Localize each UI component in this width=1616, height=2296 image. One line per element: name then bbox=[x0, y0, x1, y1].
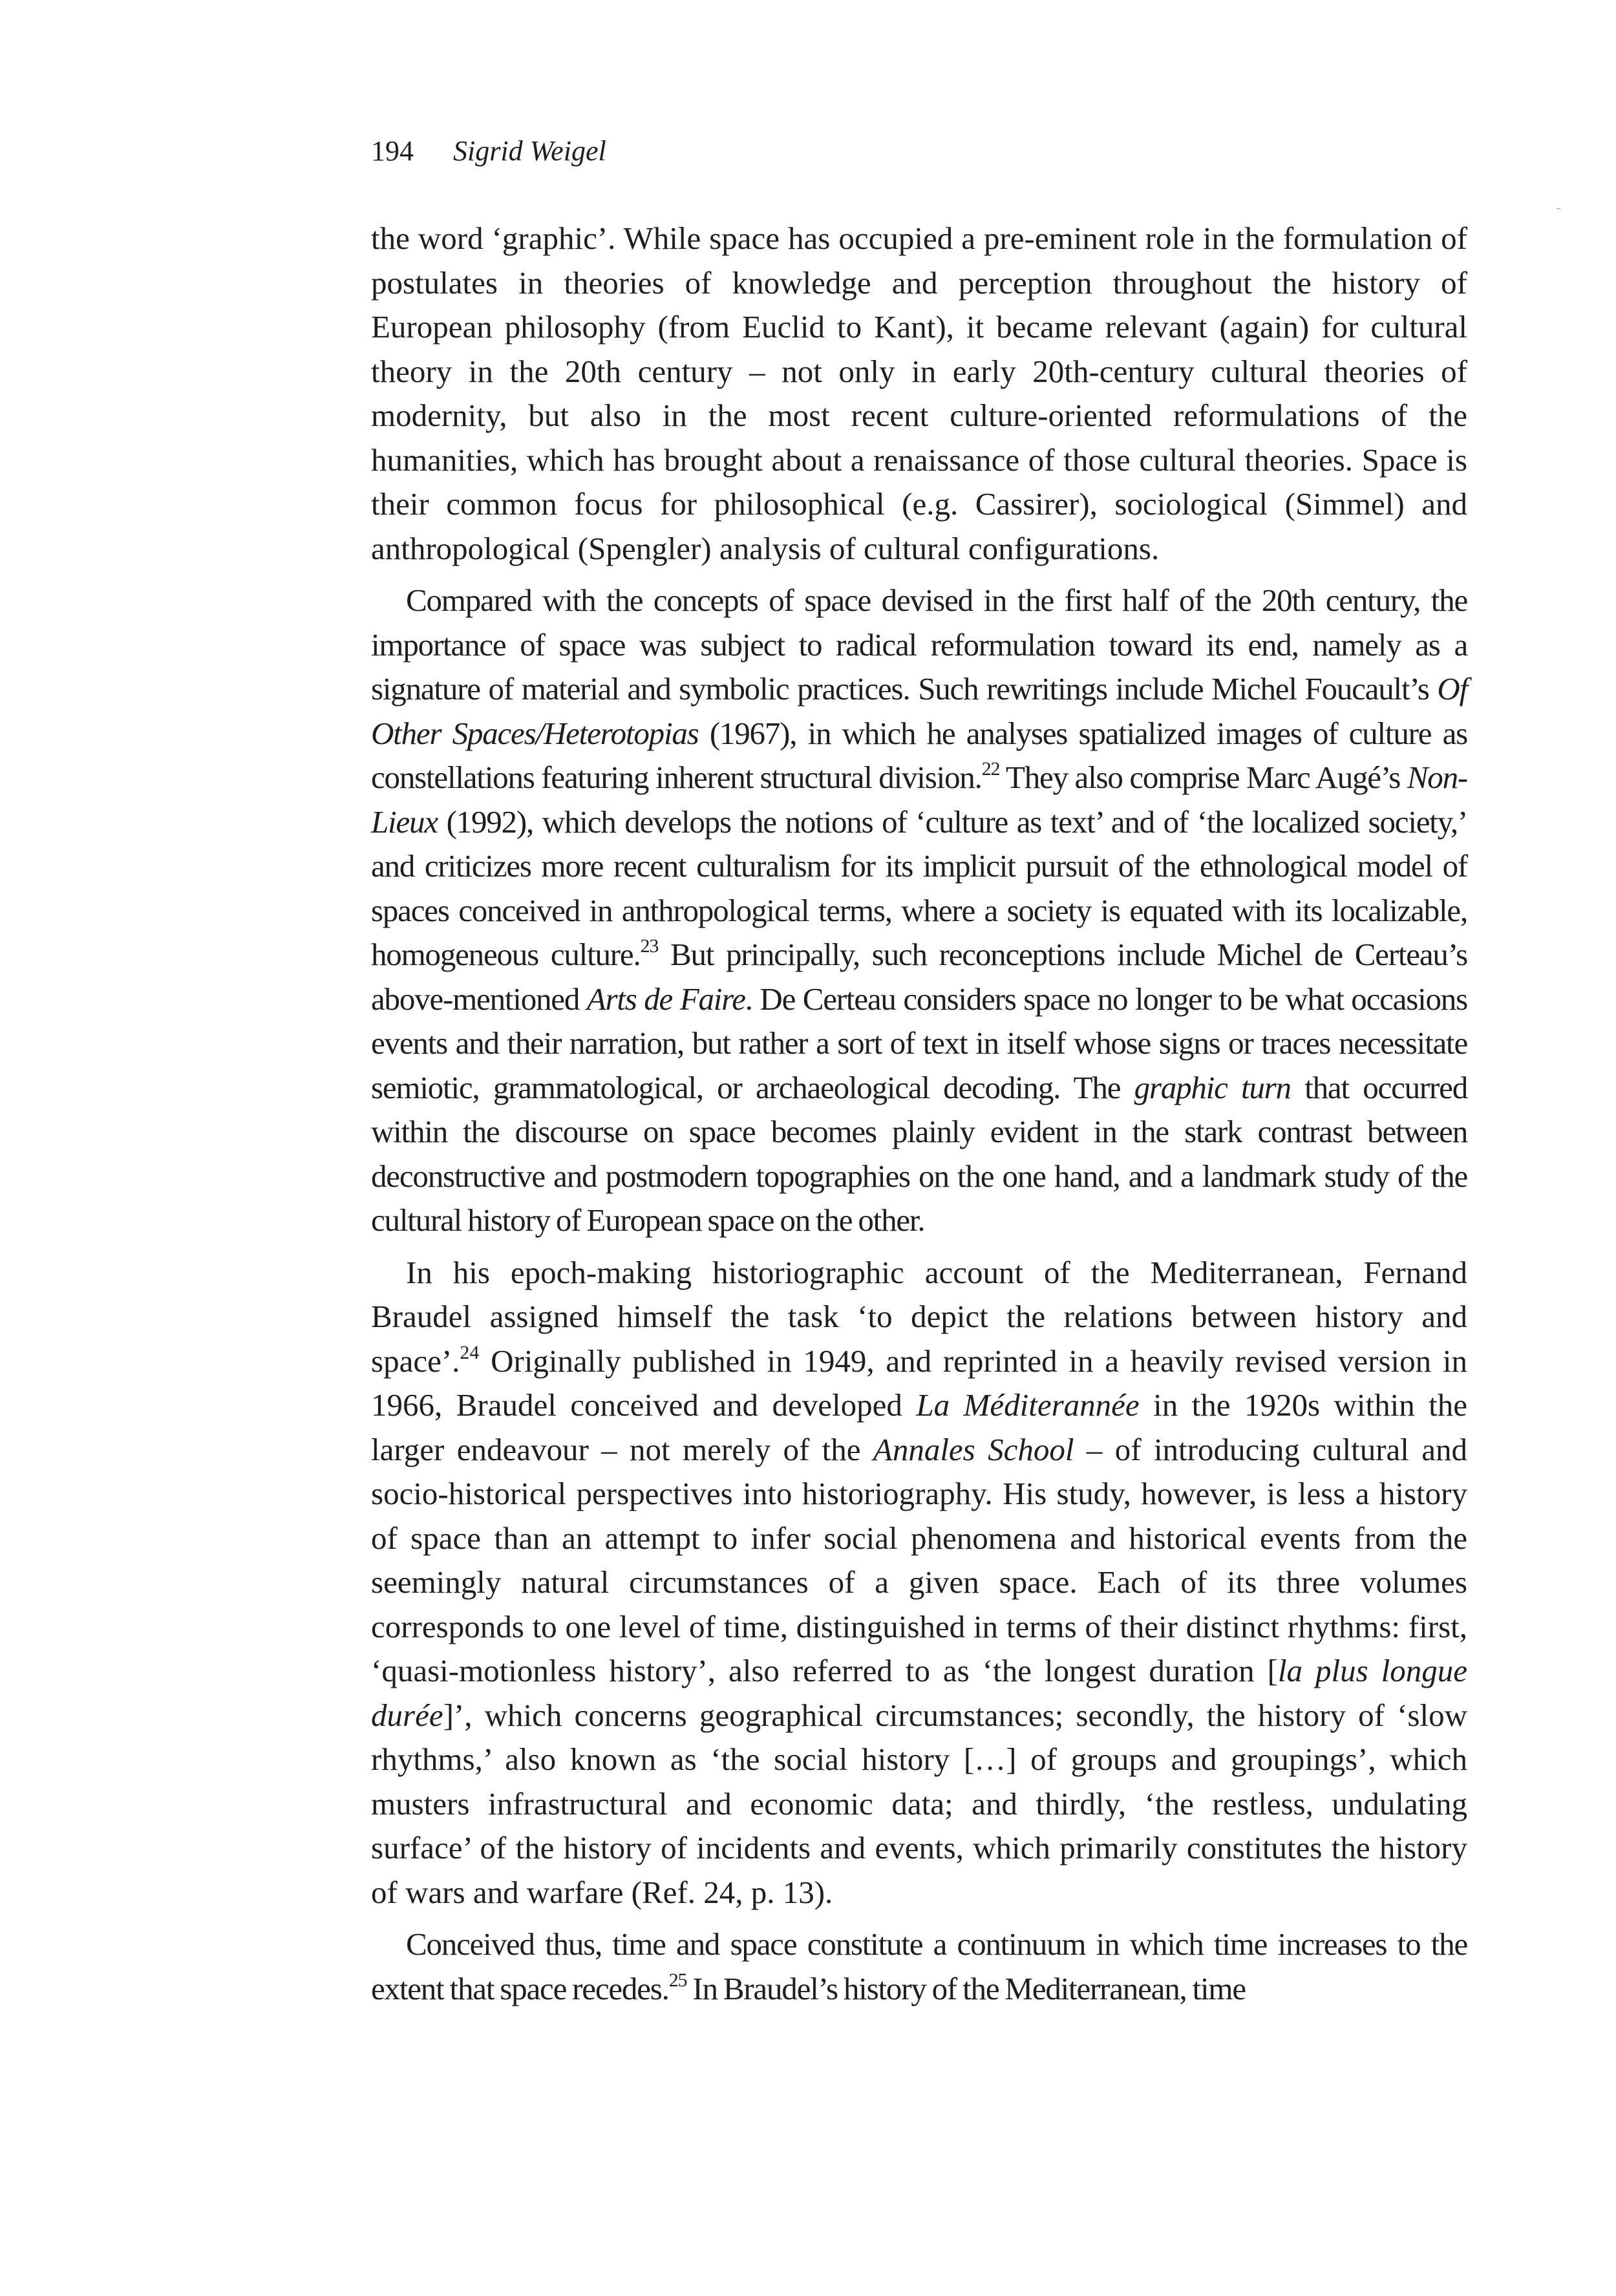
footnote-marker: 23 bbox=[640, 935, 659, 957]
foreign-phrase: la plus longue durée bbox=[371, 1653, 1467, 1733]
paragraph-text: Conceived thus, time and space constitute a continuum in which time increases to the extent that space recedes. bbox=[371, 1926, 1467, 2006]
paragraph-text: that occurred within the discourse on space becomes plainly evident in the stark contrast between deconstructive and postmodern topographies on the one hand, and a landmark study of the cultural history of European space on the other. bbox=[371, 1069, 1467, 1238]
work-title: Arts de Faire bbox=[586, 981, 745, 1017]
paragraph-text: But principally, such reconceptions include Michel de Certeau’s above-mentioned bbox=[371, 937, 1467, 1017]
paragraph-text: (1992), which develops the notions of ‘culture as text’ and of ‘the localized society,’ and criticizes more recent culturalism for its implicit pursuit of the ethnological model of spaces conceived in anthropological terms, where a society is equated with its localizable, homogeneous culture. bbox=[371, 803, 1467, 972]
paragraph-text: (1967), in which he analyses spatialized images of culture as constellations featuring inherent structural division. bbox=[371, 715, 1467, 795]
work-title: La Méditerannée bbox=[916, 1387, 1140, 1423]
paragraph bbox=[371, 217, 1467, 571]
paragraph-text: Originally published in 1949, and reprinted in a heavily revised version in 1966, Braudel conceived and developed bbox=[371, 1343, 1467, 1423]
paragraph-text: They also comprise Marc Augé’s bbox=[999, 760, 1407, 795]
paragraph-text: in the 1920s within the larger endeavour – not merely of the bbox=[371, 1387, 1468, 1467]
footnote-marker: 22 bbox=[981, 758, 1000, 780]
running-header-author: Sigrid Weigel bbox=[453, 135, 606, 167]
work-title: Annales School bbox=[873, 1431, 1074, 1467]
paragraph bbox=[371, 1251, 1467, 1915]
paragraph-text: the word ‘graphic’. While space has occupied a pre-eminent role in the formulation of postulates in theories of knowledge and perception throughout the history of European philosophy (from Euclid to Kant), it became relevant (again) for cultural theory in the 20th century – not only in early 20th-century cultural theories of modernity, but also in the most recent culture-oriented reformulations of the humanities, which has brought about a renaissance of those cultural theories. Space is their common focus for philosophical (e.g. Cassirer), sociological (Simmel) and anthropological (Spengler) analysis of cultural configurations. bbox=[371, 220, 1467, 566]
footnote-marker: 25 bbox=[668, 1969, 687, 1991]
page-number: 194 bbox=[371, 135, 414, 167]
footnote-marker: 24 bbox=[460, 1341, 480, 1363]
paragraph bbox=[371, 1922, 1467, 2011]
work-title: Of Other Spaces/Heterotopias bbox=[371, 671, 1467, 751]
paragraph-text: . De Certeau considers space no longer to be what occasions events and their narration, but rather a sort of text in itself whose signs or traces necessitate semiotic, grammatological, or archaeological decoding. The bbox=[371, 981, 1467, 1105]
margin-mark bbox=[1557, 208, 1560, 209]
paragraph-text: In his epoch-making historiographic account of the Mediterranean, Fernand Braudel assigned himself the task ‘to depict the relations between history and space’. bbox=[371, 1254, 1467, 1379]
running-header bbox=[371, 132, 606, 171]
paragraph-text: In Braudel’s history of the Mediterranean, time bbox=[686, 1970, 1246, 2006]
paragraph-text: – of introducing cultural and socio-historical perspectives into historiography. His study, however, is less a history of space than an attempt to infer social phenomena and historical events from the seemingly natural circumstances of a given space. Each of its three volumes corresponds to one level of time, distinguished in terms of their distinct rhythms: first, ‘quasi-motionless history’, also referred to as ‘the longest duration [ bbox=[371, 1431, 1467, 1688]
paragraph bbox=[371, 579, 1467, 1243]
paragraph-text: Compared with the concepts of space devised in the first half of the 20th century, the importance of space was subject to radical reformulation toward its end, namely as a signature of material and symbolic practices. Such rewritings include Michel Foucault’s bbox=[371, 582, 1467, 707]
paragraph-text: ]’, which concerns geographical circumstances; secondly, the history of ‘slow rhythms,’ also known as ‘the social history […] of groups and groupings’, which musters infrastructural and economic data; and thirdly, ‘the restless, undulating surface’ of the history of incidents and events, which primarily constitutes the history of wars and warfare (Ref. 24, p. 13). bbox=[371, 1697, 1467, 1910]
work-title: Non-Lieux bbox=[371, 760, 1467, 840]
body-text bbox=[371, 217, 1467, 2011]
emphasis: graphic turn bbox=[1134, 1069, 1291, 1105]
